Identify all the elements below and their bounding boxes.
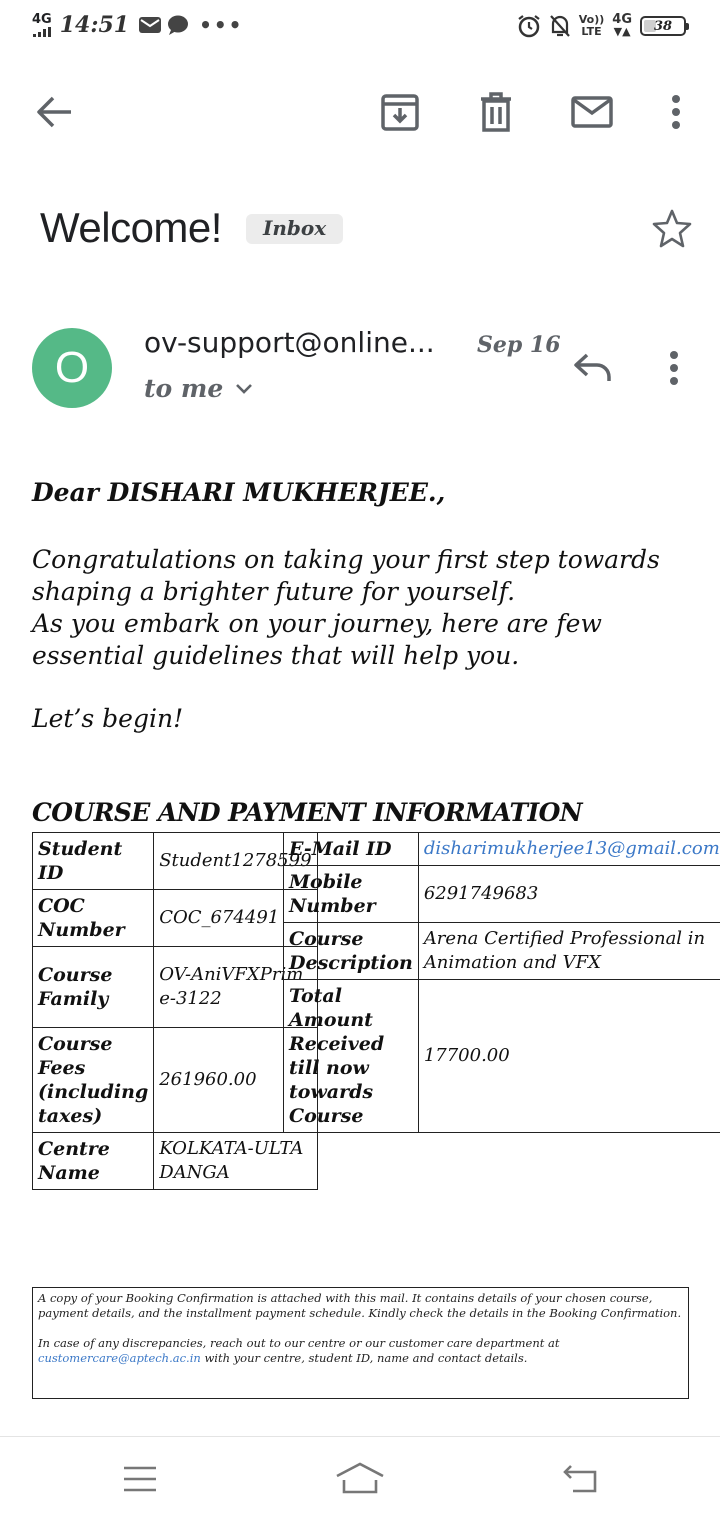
back-nav-icon (561, 1464, 599, 1494)
student-id-value: Student1278599 (154, 833, 317, 890)
sender-avatar[interactable] (32, 328, 112, 408)
email-paragraph-2: As you embark on your journey, here are few essential guidelines that will help you. (32, 609, 602, 670)
table-row (284, 833, 720, 866)
mail-icon (571, 96, 613, 128)
table-row (33, 947, 318, 1028)
signal-bars-icon (33, 27, 51, 37)
network-type: 4G (32, 12, 52, 27)
course-info-table-right (283, 832, 720, 1133)
volte-indicator: Vo)) LTE (578, 13, 605, 38)
notifications-off-icon (549, 14, 571, 38)
section-title: COURSE AND PAYMENT INFORMATION (32, 798, 583, 827)
table-row (33, 833, 318, 890)
course-info-table-left (32, 832, 318, 1190)
amount-received-label: Total Amount Received till now towards Course (284, 980, 419, 1133)
signal-indicator (32, 13, 52, 37)
archive-icon (381, 93, 419, 131)
email-paragraph-1: Congratulations on taking your first step towards shaping a brighter future for yourself. (32, 545, 660, 606)
student-id-label: Student ID (33, 833, 154, 890)
email-id-label: E-Mail ID (284, 833, 419, 866)
home-button[interactable] (330, 1455, 390, 1503)
status-bar (0, 0, 720, 56)
gmail-notification-icon (139, 17, 161, 33)
mobile-number-value: 6291749683 (418, 866, 720, 923)
reply-button[interactable] (568, 346, 618, 390)
status-right (517, 14, 686, 38)
back-nav-button[interactable] (550, 1455, 610, 1503)
sender-address[interactable]: ov-support@online... (144, 326, 435, 359)
table-row (33, 890, 318, 947)
table-row (284, 980, 720, 1133)
email-id-link[interactable]: disharimukherjee13@gmail.com (418, 833, 720, 866)
avatar-initial: O (54, 343, 90, 392)
booking-notice (32, 1287, 689, 1399)
course-description-value: Arena Certified Professional in Animation and VFX (418, 923, 720, 980)
clock: 14:51 (59, 12, 130, 38)
status-left (32, 12, 243, 38)
back-button[interactable] (32, 90, 76, 134)
star-icon (652, 208, 692, 248)
customer-care-email-link[interactable]: customercare@aptech.ac.in (38, 1351, 201, 1365)
battery-icon (640, 16, 686, 36)
email-date: Sep 16 (477, 332, 561, 358)
course-fees-label: Course Fees (including taxes) (33, 1028, 154, 1133)
recipient-text: to me (144, 374, 224, 403)
centre-name-label: Centre Name (33, 1133, 154, 1190)
notice-text-2-before: In case of any discrepancies, reach out to our centre or our customer care department at (38, 1336, 560, 1350)
star-button[interactable] (652, 208, 692, 252)
course-family-label: Course Family (33, 947, 154, 1028)
archive-button[interactable] (378, 90, 422, 134)
delete-icon (479, 92, 513, 132)
amount-received-value: 17700.00 (418, 980, 720, 1133)
chevron-down-icon (235, 383, 253, 395)
mobile-number-label: Mobile Number (284, 866, 419, 923)
table-row (284, 923, 720, 980)
message-more-button[interactable] (652, 346, 696, 390)
back-arrow-icon (35, 95, 73, 129)
more-notifications-icon: ••• (199, 13, 244, 37)
email-begin: Let’s begin! (32, 704, 184, 733)
battery-level: 38 (653, 18, 673, 34)
email-toolbar (0, 80, 720, 144)
table-row (284, 866, 720, 923)
coc-number-value: COC_674491 (154, 890, 317, 947)
course-family-value: OV-AniVFXPrime-3122 (154, 947, 317, 1028)
system-navigation-bar (0, 1436, 720, 1520)
mark-unread-button[interactable] (570, 90, 614, 134)
recents-button[interactable] (110, 1455, 170, 1503)
more-options-button[interactable] (654, 90, 698, 134)
delete-button[interactable] (474, 90, 518, 134)
notice-text-1: A copy of your Booking Confirmation is attached with this mail. It contains details of your chosen course, payment details, and the installment payment schedule. Kindly check the details in the Booking Confirmation. (38, 1291, 682, 1320)
alarm-icon (517, 14, 541, 38)
message-notification-icon (167, 15, 189, 35)
more-vert-icon (671, 95, 681, 129)
notice-text-2-after: with your centre, student ID, name and contact details. (204, 1351, 528, 1365)
subject-row (40, 204, 700, 260)
sender-row (32, 322, 702, 422)
notice-text-2 (38, 1336, 683, 1366)
menu-icon (122, 1465, 158, 1493)
table-row (33, 1028, 318, 1133)
centre-name-value: KOLKATA-ULTADANGA (154, 1133, 317, 1190)
more-vert-icon (669, 351, 679, 385)
email-greeting: Dear DISHARI MUKHERJEE., (32, 478, 446, 507)
course-description-label: Course Description (284, 923, 419, 980)
email-subject: Welcome! (40, 204, 222, 251)
reply-icon (573, 353, 613, 383)
inbox-label-chip[interactable]: Inbox (246, 214, 343, 244)
home-icon (334, 1462, 386, 1496)
data-indicator: 4G ▼▲ (612, 12, 632, 38)
table-row (33, 1133, 318, 1190)
course-fees-value: 261960.00 (154, 1028, 317, 1133)
coc-number-label: COC Number (33, 890, 154, 947)
recipient-toggle[interactable] (144, 374, 253, 403)
